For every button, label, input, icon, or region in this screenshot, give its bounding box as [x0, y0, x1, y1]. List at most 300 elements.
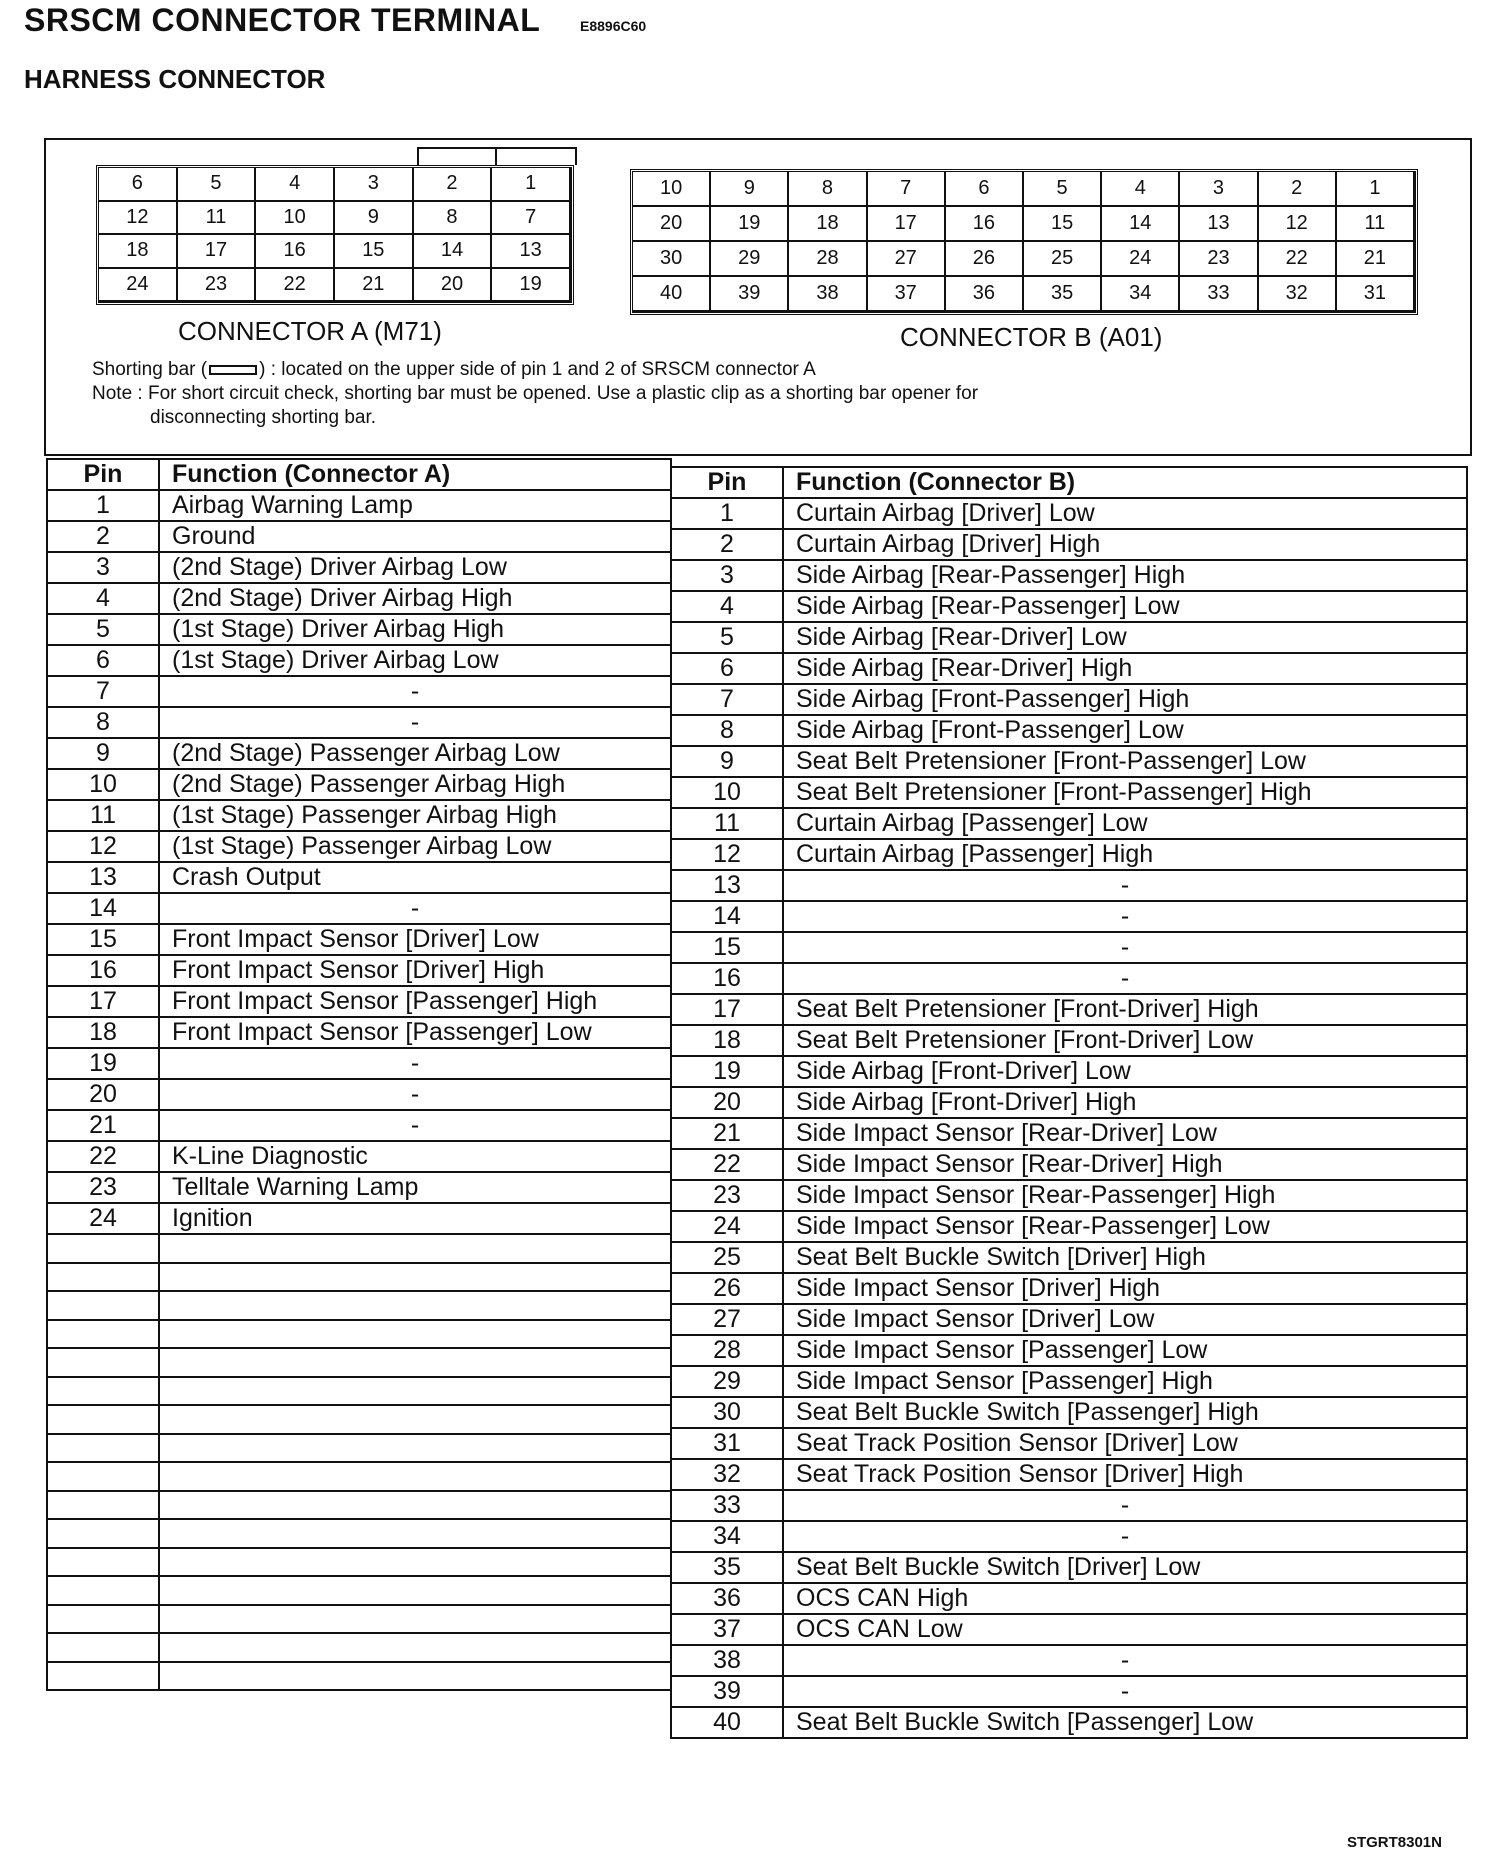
table-row	[671, 560, 1467, 591]
pin-number: 8	[47, 707, 159, 738]
pin-function: -	[783, 932, 1467, 963]
pin-number	[47, 1491, 159, 1520]
pin-function: Side Airbag [Front-Passenger] High	[783, 684, 1467, 715]
table-row	[671, 777, 1467, 808]
pin-function: Curtain Airbag [Driver] High	[783, 529, 1467, 560]
connector-pin-cell: 25	[1024, 242, 1102, 277]
table-row	[47, 924, 671, 955]
pin-function	[159, 1491, 671, 1520]
shorting-bar-icon	[209, 365, 257, 375]
pin-function: Seat Belt Pretensioner [Front-Passenger] Low	[783, 746, 1467, 777]
table-row	[671, 622, 1467, 653]
pin-function: (2nd Stage) Driver Airbag High	[159, 583, 671, 614]
connector-pin-cell: 5	[178, 168, 257, 202]
function-header: Function (Connector A)	[159, 459, 671, 490]
pin-number: 30	[671, 1397, 783, 1428]
pin-function	[159, 1434, 671, 1463]
connector-b-diagram	[630, 169, 1418, 315]
pin-number	[47, 1662, 159, 1691]
pin-function: Seat Belt Buckle Switch [Driver] Low	[783, 1552, 1467, 1583]
connector-pin-cell: 1	[1337, 172, 1415, 207]
table-row	[47, 1377, 671, 1406]
table-row	[47, 1048, 671, 1079]
pin-number: 17	[47, 986, 159, 1017]
pin-function: (1st Stage) Driver Airbag High	[159, 614, 671, 645]
connector-pin-cell: 28	[789, 242, 867, 277]
pin-number: 36	[671, 1583, 783, 1614]
pin-number: 5	[671, 622, 783, 653]
pin-number: 39	[671, 1676, 783, 1707]
pin-function: OCS CAN Low	[783, 1614, 1467, 1645]
table-row	[47, 1633, 671, 1662]
table-row	[671, 653, 1467, 684]
pin-number: 14	[47, 893, 159, 924]
note-line-1: Note : For short circuit check, shorting bar must be opened. Use a plastic clip as a shorting bar opener for	[92, 383, 979, 404]
connector-pin-cell: 36	[946, 277, 1024, 312]
pin-function: Front Impact Sensor [Passenger] Low	[159, 1017, 671, 1048]
table-row	[671, 870, 1467, 901]
pin-number: 13	[671, 870, 783, 901]
pin-number	[47, 1576, 159, 1605]
connector-pin-cell: 16	[946, 207, 1024, 242]
pin-number: 14	[671, 901, 783, 932]
table-row	[47, 583, 671, 614]
pin-number: 20	[47, 1079, 159, 1110]
pin-number: 28	[671, 1335, 783, 1366]
connector-pin-cell: 39	[711, 277, 789, 312]
pin-number: 21	[47, 1110, 159, 1141]
table-row	[671, 1335, 1467, 1366]
pin-function: -	[159, 1079, 671, 1110]
connector-pin-cell: 37	[868, 277, 946, 312]
table-row	[47, 1576, 671, 1605]
table-row	[47, 676, 671, 707]
table-row	[47, 1548, 671, 1577]
pin-number	[47, 1234, 159, 1263]
connector-b-caption: CONNECTOR B (A01)	[900, 322, 1163, 352]
pin-number: 35	[671, 1552, 783, 1583]
pin-function: -	[783, 901, 1467, 932]
table-row	[47, 1348, 671, 1377]
pin-number: 40	[671, 1707, 783, 1738]
pin-number: 24	[47, 1203, 159, 1234]
table-row	[47, 831, 671, 862]
pin-function	[159, 1263, 671, 1292]
pin-number: 23	[47, 1172, 159, 1203]
table-row	[671, 994, 1467, 1025]
pin-number: 15	[47, 924, 159, 955]
pin-function: (1st Stage) Passenger Airbag High	[159, 800, 671, 831]
pin-function: Curtain Airbag [Passenger] High	[783, 839, 1467, 870]
pin-function	[159, 1234, 671, 1263]
pin-function: Seat Belt Pretensioner [Front-Driver] Low	[783, 1025, 1467, 1056]
table-row	[47, 1234, 671, 1263]
table-row	[47, 1405, 671, 1434]
pin-function: Crash Output	[159, 862, 671, 893]
table-row	[671, 839, 1467, 870]
table-row	[671, 1180, 1467, 1211]
connector-pin-cell: 21	[1337, 242, 1415, 277]
pin-number: 24	[671, 1211, 783, 1242]
pin-function: Front Impact Sensor [Passenger] High	[159, 986, 671, 1017]
table-row	[671, 1242, 1467, 1273]
table-row	[671, 1211, 1467, 1242]
table-row	[671, 1366, 1467, 1397]
connector-pin-cell: 40	[633, 277, 711, 312]
pin-function	[159, 1633, 671, 1662]
connector-pin-cell: 6	[99, 168, 178, 202]
table-row	[671, 715, 1467, 746]
connector-a-pin-table	[46, 458, 672, 1691]
connector-pin-cell: 20	[633, 207, 711, 242]
pin-function: -	[159, 676, 671, 707]
pin-function: Seat Track Position Sensor [Driver] High	[783, 1459, 1467, 1490]
table-row	[47, 1291, 671, 1320]
pin-number: 11	[47, 800, 159, 831]
pin-number: 8	[671, 715, 783, 746]
connector-pin-cell: 13	[492, 235, 571, 269]
pin-function: Side Impact Sensor [Driver] High	[783, 1273, 1467, 1304]
connector-pin-cell: 11	[178, 202, 257, 236]
table-row	[47, 1017, 671, 1048]
connector-pin-cell: 35	[1024, 277, 1102, 312]
table-row	[47, 490, 671, 521]
connector-pin-cell: 12	[1259, 207, 1337, 242]
pin-number: 21	[671, 1118, 783, 1149]
note-line-2: disconnecting shorting bar.	[150, 407, 377, 428]
table-row	[47, 1519, 671, 1548]
pin-function	[159, 1576, 671, 1605]
table-row	[671, 1676, 1467, 1707]
table-row	[47, 862, 671, 893]
table-row	[671, 498, 1467, 529]
table-row	[671, 1397, 1467, 1428]
pin-number: 12	[671, 839, 783, 870]
connector-pin-cell: 11	[1337, 207, 1415, 242]
connector-pin-cell: 12	[99, 202, 178, 236]
pin-number: 3	[671, 560, 783, 591]
connector-pin-cell: 17	[178, 235, 257, 269]
pin-function: Side Airbag [Rear-Driver] Low	[783, 622, 1467, 653]
connector-pin-cell: 29	[711, 242, 789, 277]
pin-function: -	[159, 707, 671, 738]
pin-number: 26	[671, 1273, 783, 1304]
pin-number: 9	[671, 746, 783, 777]
pin-function: K-Line Diagnostic	[159, 1141, 671, 1172]
connector-pin-cell: 23	[1180, 242, 1258, 277]
pin-number	[47, 1605, 159, 1634]
pin-function: Seat Track Position Sensor [Driver] Low	[783, 1428, 1467, 1459]
pin-function: Ignition	[159, 1203, 671, 1234]
section-title: HARNESS CONNECTOR	[24, 64, 326, 94]
connector-pin-cell: 13	[1180, 207, 1258, 242]
pin-function: -	[783, 870, 1467, 901]
connector-pin-cell: 21	[335, 269, 414, 303]
pin-number: 32	[671, 1459, 783, 1490]
table-row	[47, 986, 671, 1017]
table-row	[671, 1583, 1467, 1614]
table-row	[671, 529, 1467, 560]
function-header: Function (Connector B)	[783, 467, 1467, 498]
connector-pin-cell: 3	[335, 168, 414, 202]
pin-number	[47, 1348, 159, 1377]
pin-function: -	[783, 1645, 1467, 1676]
pin-number: 19	[47, 1048, 159, 1079]
pin-number: 34	[671, 1521, 783, 1552]
pin-number: 17	[671, 994, 783, 1025]
table-row	[47, 1434, 671, 1463]
connector-pin-cell: 2	[414, 168, 493, 202]
pin-function: Side Impact Sensor [Rear-Passenger] High	[783, 1180, 1467, 1211]
table-row	[47, 1605, 671, 1634]
shorting-bar-note	[92, 358, 816, 382]
pin-number: 25	[671, 1242, 783, 1273]
connector-pin-cell: 4	[256, 168, 335, 202]
table-row	[47, 1203, 671, 1234]
pin-function: (1st Stage) Driver Airbag Low	[159, 645, 671, 676]
pin-function: Side Airbag [Rear-Driver] High	[783, 653, 1467, 684]
connector-pin-cell: 14	[1102, 207, 1180, 242]
connector-pin-cell: 33	[1180, 277, 1258, 312]
pin-number	[47, 1548, 159, 1577]
connector-pin-cell: 26	[946, 242, 1024, 277]
pin-function	[159, 1462, 671, 1491]
pin-function: Side Impact Sensor [Passenger] Low	[783, 1335, 1467, 1366]
pin-function: Side Impact Sensor [Rear-Driver] High	[783, 1149, 1467, 1180]
pin-number	[47, 1377, 159, 1406]
pin-function: Side Impact Sensor [Passenger] High	[783, 1366, 1467, 1397]
pin-function: -	[783, 1521, 1467, 1552]
table-row	[671, 1490, 1467, 1521]
connector-pin-cell: 22	[256, 269, 335, 303]
pin-function: Seat Belt Pretensioner [Front-Driver] High	[783, 994, 1467, 1025]
pin-function: (1st Stage) Passenger Airbag Low	[159, 831, 671, 862]
connector-pin-cell: 15	[1024, 207, 1102, 242]
connector-pin-cell: 2	[1259, 172, 1337, 207]
table-header-row	[47, 459, 671, 490]
table-row	[671, 1614, 1467, 1645]
connector-pin-cell: 4	[1102, 172, 1180, 207]
pin-function: Telltale Warning Lamp	[159, 1172, 671, 1203]
pin-number: 10	[47, 769, 159, 800]
connector-pin-cell: 6	[946, 172, 1024, 207]
table-row	[671, 1087, 1467, 1118]
table-row	[671, 1304, 1467, 1335]
table-row	[47, 1662, 671, 1691]
pin-function: Side Airbag [Front-Driver] Low	[783, 1056, 1467, 1087]
pin-function: -	[783, 1490, 1467, 1521]
shorting-note-suffix: ) : located on the upper side of pin 1 and 2 of SRSCM connector A	[259, 359, 816, 380]
pin-number	[47, 1633, 159, 1662]
table-row	[671, 901, 1467, 932]
pin-number: 22	[671, 1149, 783, 1180]
pin-function: Side Airbag [Front-Passenger] Low	[783, 715, 1467, 746]
table-header-row	[671, 467, 1467, 498]
table-row	[671, 932, 1467, 963]
connector-pin-cell: 27	[868, 242, 946, 277]
pin-number	[47, 1263, 159, 1292]
pin-number: 22	[47, 1141, 159, 1172]
pin-number: 9	[47, 738, 159, 769]
pin-header: Pin	[47, 459, 159, 490]
table-row	[671, 808, 1467, 839]
connector-pin-cell: 10	[633, 172, 711, 207]
pin-number	[47, 1405, 159, 1434]
connector-a-caption: CONNECTOR A (M71)	[178, 316, 442, 346]
pin-number: 2	[671, 529, 783, 560]
connector-pin-cell: 18	[99, 235, 178, 269]
pin-number: 20	[671, 1087, 783, 1118]
table-row	[47, 521, 671, 552]
connector-pin-cell: 24	[99, 269, 178, 303]
table-row	[671, 1521, 1467, 1552]
pin-number: 2	[47, 521, 159, 552]
table-row	[671, 684, 1467, 715]
connector-pin-cell: 14	[414, 235, 493, 269]
pin-function	[159, 1291, 671, 1320]
connector-pin-cell: 16	[256, 235, 335, 269]
connector-pin-cell: 20	[414, 269, 493, 303]
connector-pin-cell: 9	[335, 202, 414, 236]
table-row	[671, 1645, 1467, 1676]
pin-number: 18	[47, 1017, 159, 1048]
connector-pin-cell: 7	[492, 202, 571, 236]
pin-number	[47, 1462, 159, 1491]
pin-number: 37	[671, 1614, 783, 1645]
connector-pin-cell: 10	[256, 202, 335, 236]
connector-pin-cell: 30	[633, 242, 711, 277]
pin-number: 7	[47, 676, 159, 707]
pin-function: Curtain Airbag [Driver] Low	[783, 498, 1467, 529]
table-row	[47, 738, 671, 769]
pin-number: 18	[671, 1025, 783, 1056]
pin-function: Side Airbag [Rear-Passenger] High	[783, 560, 1467, 591]
shorting-bar	[417, 147, 577, 165]
pin-function: Side Airbag [Rear-Passenger] Low	[783, 591, 1467, 622]
connector-pin-cell: 15	[335, 235, 414, 269]
table-row	[671, 963, 1467, 994]
connector-a-diagram	[96, 165, 574, 305]
connector-pin-cell: 8	[789, 172, 867, 207]
pin-number	[47, 1434, 159, 1463]
connector-pin-cell: 9	[711, 172, 789, 207]
connector-pin-cell: 8	[414, 202, 493, 236]
pin-function: -	[159, 1110, 671, 1141]
pin-number: 29	[671, 1366, 783, 1397]
pin-number: 38	[671, 1645, 783, 1676]
pin-function: -	[783, 1676, 1467, 1707]
pin-number: 4	[671, 591, 783, 622]
connector-pin-cell: 38	[789, 277, 867, 312]
pin-function: Side Impact Sensor [Rear-Passenger] Low	[783, 1211, 1467, 1242]
table-row	[671, 746, 1467, 777]
pin-number: 5	[47, 614, 159, 645]
table-row	[47, 1320, 671, 1349]
pin-function: Airbag Warning Lamp	[159, 490, 671, 521]
footer-code: STGRT8301N	[1346, 1834, 1442, 1851]
pin-number: 16	[47, 955, 159, 986]
table-row	[671, 1025, 1467, 1056]
pin-function: Curtain Airbag [Passenger] Low	[783, 808, 1467, 839]
pin-number: 31	[671, 1428, 783, 1459]
pin-number: 7	[671, 684, 783, 715]
pin-function: Seat Belt Buckle Switch [Driver] High	[783, 1242, 1467, 1273]
pin-function	[159, 1519, 671, 1548]
table-row	[671, 1273, 1467, 1304]
pin-number: 16	[671, 963, 783, 994]
pin-function: (2nd Stage) Driver Airbag Low	[159, 552, 671, 583]
table-row	[671, 1552, 1467, 1583]
pin-number: 1	[47, 490, 159, 521]
pin-function: Front Impact Sensor [Driver] High	[159, 955, 671, 986]
pin-function: Side Airbag [Front-Driver] High	[783, 1087, 1467, 1118]
page-title: SRSCM CONNECTOR TERMINAL	[24, 2, 541, 38]
connector-pin-cell: 18	[789, 207, 867, 242]
table-row	[47, 1110, 671, 1141]
pin-header: Pin	[671, 467, 783, 498]
table-row	[47, 707, 671, 738]
connector-pin-cell: 19	[492, 269, 571, 303]
pin-function: Seat Belt Pretensioner [Front-Passenger] High	[783, 777, 1467, 808]
table-row	[47, 800, 671, 831]
table-row	[47, 769, 671, 800]
pin-number: 12	[47, 831, 159, 862]
connector-pin-cell: 22	[1259, 242, 1337, 277]
pin-number	[47, 1291, 159, 1320]
connector-pin-cell: 1	[492, 168, 571, 202]
table-row	[47, 1491, 671, 1520]
table-row	[671, 1428, 1467, 1459]
pin-function: -	[159, 1048, 671, 1079]
table-row	[47, 1172, 671, 1203]
pin-function: Ground	[159, 521, 671, 552]
connector-b-pin-table	[670, 466, 1468, 1739]
table-row	[671, 1056, 1467, 1087]
pin-number: 3	[47, 552, 159, 583]
pin-function	[159, 1605, 671, 1634]
document-code: E8896C60	[580, 18, 647, 34]
connector-pin-cell: 3	[1180, 172, 1258, 207]
table-row	[671, 1707, 1467, 1738]
pin-number: 11	[671, 808, 783, 839]
pin-number: 27	[671, 1304, 783, 1335]
pin-number	[47, 1519, 159, 1548]
pin-number: 19	[671, 1056, 783, 1087]
pin-function: OCS CAN High	[783, 1583, 1467, 1614]
shorting-note-prefix: Shorting bar (	[92, 359, 208, 380]
table-row	[47, 614, 671, 645]
pin-function: Front Impact Sensor [Driver] Low	[159, 924, 671, 955]
table-row	[47, 1141, 671, 1172]
pin-function	[159, 1548, 671, 1577]
pin-number: 6	[47, 645, 159, 676]
table-row	[671, 1459, 1467, 1490]
pin-function: -	[159, 893, 671, 924]
connector-pin-cell: 5	[1024, 172, 1102, 207]
pin-function	[159, 1348, 671, 1377]
pin-number: 1	[671, 498, 783, 529]
connector-pin-cell: 34	[1102, 277, 1180, 312]
pin-number: 6	[671, 653, 783, 684]
pin-function	[159, 1320, 671, 1349]
table-row	[47, 1462, 671, 1491]
pin-function: Side Impact Sensor [Driver] Low	[783, 1304, 1467, 1335]
table-row	[671, 1149, 1467, 1180]
connector-pin-cell: 23	[178, 269, 257, 303]
pin-number: 33	[671, 1490, 783, 1521]
connector-pin-cell: 19	[711, 207, 789, 242]
connector-pin-cell: 31	[1337, 277, 1415, 312]
